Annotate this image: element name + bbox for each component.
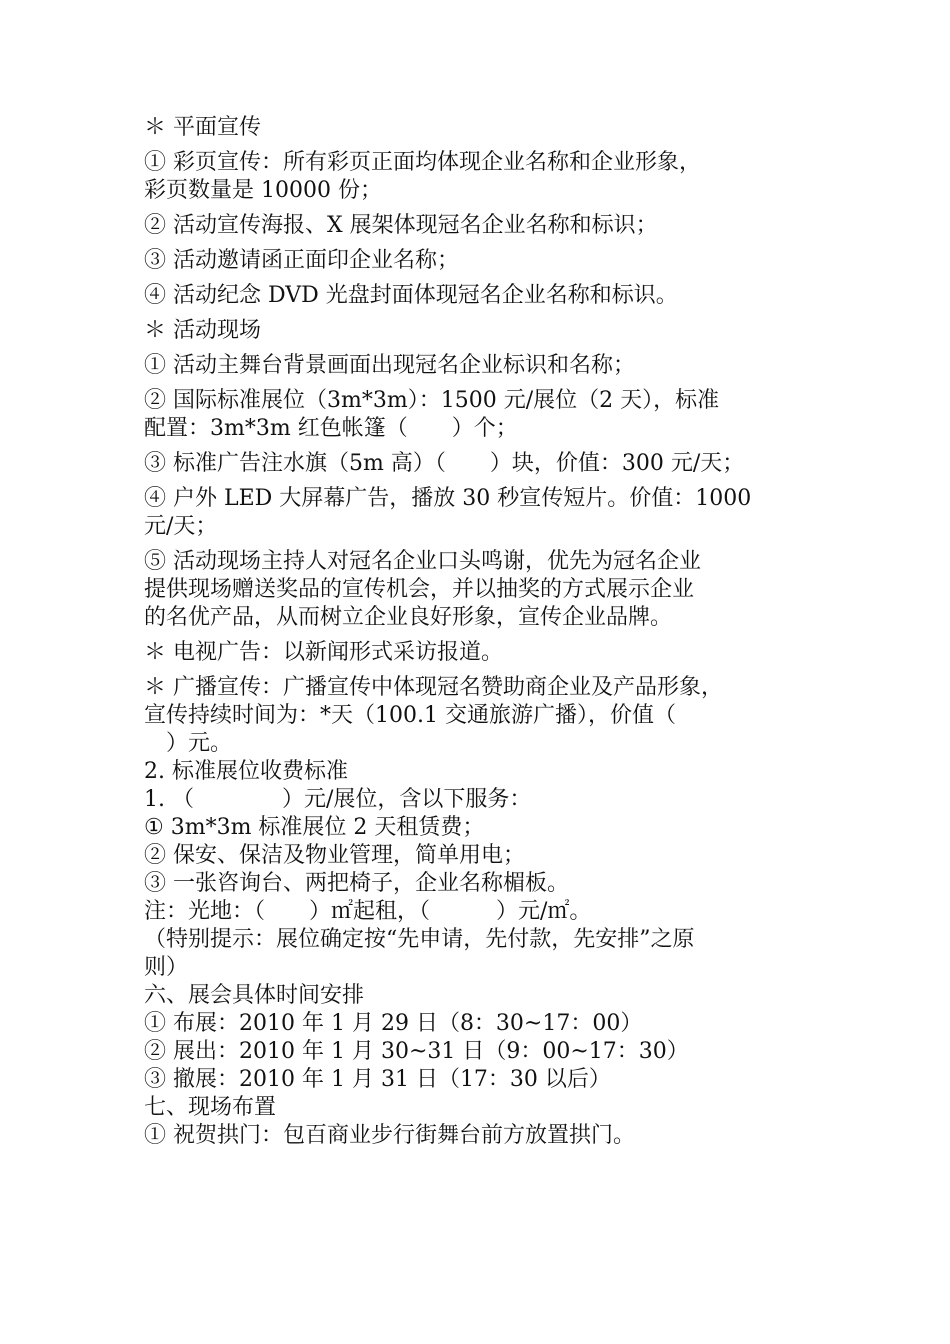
paragraph-6: ＊ 活动现场 (144, 318, 261, 343)
paragraph-22: ① 布展：2010 年 1 月 29 日（8：30~17：00） (144, 1011, 643, 1036)
paragraph-11: ⑤ 活动现场主持人对冠名企业口头鸣谢，优先为冠名企业 提供现场赠送奖品的宣传机会，并以抽奖的方式展示企业 的名优产品，从而树立企业良好形象，宣传企业品牌。 (144, 549, 701, 630)
paragraph-13: ＊ 广播宣传：广播宣传中体现冠名赞助商企业及产品形象， 宣传持续时间为：*天（100.1 交通旅游广播），价值（ ）元。 (144, 675, 723, 756)
paragraph-4: ③ 活动邀请函正面印企业名称； (144, 248, 459, 273)
paragraph-26: ① 祝贺拱门：包百商业步行街舞台前方放置拱门。 (144, 1123, 635, 1148)
paragraph-18: ③ 一张咨询台、两把椅子，企业名称楣板。 (144, 871, 569, 896)
paragraph-21: 六、展会具体时间安排 (144, 983, 365, 1008)
paragraph-23: ② 展出：2010 年 1 月 30~31 日（9：00~17：30） (144, 1039, 689, 1064)
paragraph-5: ④ 活动纪念 DVD 光盘封面体现冠名企业名称和标识。 (144, 283, 678, 308)
paragraph-9: ③ 标准广告注水旗（5m 高）（ ）块，价值：300 元/天； (144, 451, 745, 476)
paragraph-7: ① 活动主舞台背景画面出现冠名企业标识和名称； (144, 353, 635, 378)
paragraph-17: ② 保安、保洁及物业管理，简单用电； (144, 843, 525, 868)
paragraph-8: ② 国际标准展位（3m*3m）：1500 元/展位（2 天），标准 配置：3m*3m 红色帐篷（ ）个； (144, 388, 720, 441)
paragraph-12: ＊ 电视广告：以新闻形式采访报道。 (144, 640, 503, 665)
paragraph-16: ① 3m*3m 标准展位 2 天租赁费； (144, 815, 485, 840)
paragraph-15: 1. （ ）元/展位，含以下服务： (144, 787, 532, 812)
paragraph-25: 七、现场布置 (144, 1095, 277, 1120)
paragraph-3: ② 活动宣传海报、X 展架体现冠名企业名称和标识； (144, 213, 658, 238)
paragraph-14: 2. 标准展位收费标准 (144, 759, 348, 784)
paragraph-19: 注：光地：（ ）㎡起租，（ ）元/㎡。 (144, 899, 592, 924)
paragraph-20: （特别提示：展位确定按“先申请，先付款，先安排”之原 则） (144, 927, 695, 980)
paragraph-2: ① 彩页宣传：所有彩页正面均体现企业名称和企业形象， 彩页数量是 10000 份； (144, 150, 701, 203)
paragraph-10: ④ 户外 LED 大屏幕广告，播放 30 秒宣传短片。价值：1000 元/天； (144, 486, 752, 539)
paragraph-24: ③ 撤展：2010 年 1 月 31 日（17：30 以后） (144, 1067, 611, 1092)
document-body (144, 114, 824, 1150)
paragraph-1: ＊ 平面宣传 (144, 115, 261, 140)
